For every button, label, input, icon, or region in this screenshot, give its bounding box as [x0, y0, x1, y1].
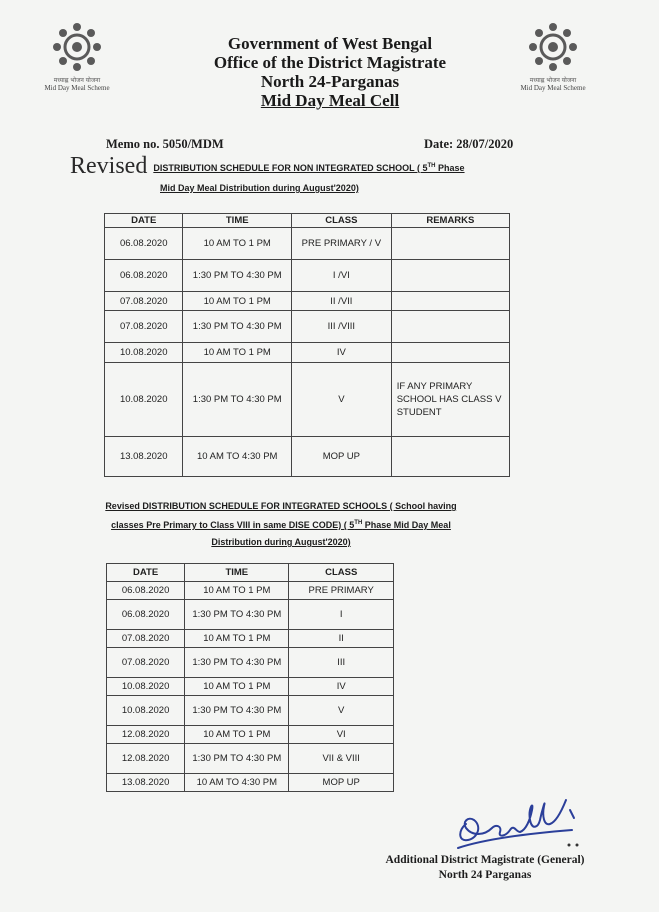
table-row: [105, 260, 510, 292]
table-row: [105, 363, 510, 437]
table-row: [107, 678, 394, 696]
cell-date: 07.08.2020: [105, 311, 183, 343]
cell-date: 06.08.2020: [107, 600, 185, 630]
column-header-class: CLASS: [292, 214, 392, 228]
cell-date: 07.08.2020: [105, 292, 183, 311]
schedule2-title: [66, 498, 496, 551]
header-government: Government of West Bengal: [227, 34, 433, 53]
cell-time: 10 AM TO 1 PM: [185, 630, 289, 648]
table-row: [105, 343, 510, 363]
cell-class: VII & VIII: [289, 744, 394, 774]
non-integrated-schedule-table: [104, 213, 510, 477]
header-cell: Mid Day Meal Cell: [260, 91, 400, 110]
schedule1-title-part-b: Phase: [435, 163, 465, 173]
cell-date: 07.08.2020: [107, 648, 185, 678]
cell-class: III: [289, 648, 394, 678]
handwritten-signature: [452, 790, 582, 854]
table-row: [107, 774, 394, 792]
cell-remarks: [391, 260, 509, 292]
cell-date: 13.08.2020: [105, 437, 183, 477]
schedule2-title-line2a: classes Pre Primary to Class VIII in same DISE CODE) ( 5: [111, 520, 355, 530]
table-row: [105, 228, 510, 260]
cell-class: I /VI: [292, 260, 392, 292]
table-row: [107, 582, 394, 600]
cell-date: 07.08.2020: [107, 630, 185, 648]
schedule2-title-line1: Revised DISTRIBUTION SCHEDULE FOR INTEGRATED SCHOOLS ( School having: [105, 501, 457, 511]
logo-caption: Mid Day Meal Scheme: [44, 84, 110, 92]
cell-date: 12.08.2020: [107, 726, 185, 744]
signatory-block: [360, 853, 610, 883]
cell-remarks: [391, 292, 509, 311]
schedule1-title-part-a: DISTRIBUTION SCHEDULE FOR NON INTEGRATED SCHOOL ( 5: [153, 163, 428, 173]
mdm-emblem-icon: [50, 20, 104, 74]
schedule1-title-sup: TH: [427, 163, 436, 169]
header-district: North 24-Parganas: [260, 72, 400, 91]
cell-remarks: [391, 311, 509, 343]
cell-class: MOP UP: [289, 774, 394, 792]
cell-class: VI: [289, 726, 394, 744]
cell-time: 10 AM TO 1 PM: [185, 678, 289, 696]
logo-hindi-text: मध्याह्न भोजन योजना: [53, 77, 101, 84]
table-row: [107, 630, 394, 648]
column-header-date: DATE: [107, 564, 185, 582]
table-header-row: [107, 564, 394, 582]
table-row: [107, 726, 394, 744]
table-header-row: [105, 214, 510, 228]
cell-remarks: [391, 437, 509, 477]
cell-remarks: [391, 343, 509, 363]
column-header-class: CLASS: [289, 564, 394, 582]
schedule1-title: [70, 153, 465, 180]
cell-time: 10 AM TO 4:30 PM: [185, 774, 289, 792]
cell-time: 1:30 PM TO 4:30 PM: [183, 260, 292, 292]
cell-date: 10.08.2020: [107, 678, 185, 696]
revised-label: Revised: [70, 153, 148, 179]
cell-time: 10 AM TO 1 PM: [185, 726, 289, 744]
cell-date: 13.08.2020: [107, 774, 185, 792]
signatory-district: North 24 Parganas: [438, 869, 532, 881]
cell-date: 06.08.2020: [107, 582, 185, 600]
cell-class: V: [289, 696, 394, 726]
cell-time: 1:30 PM TO 4:30 PM: [185, 744, 289, 774]
cell-time: 10 AM TO 1 PM: [183, 292, 292, 311]
cell-class: I: [289, 600, 394, 630]
cell-time: 10 AM TO 1 PM: [183, 343, 292, 363]
letterhead: [130, 34, 530, 110]
schedule2-title-line3: Distribution during August'2020): [211, 537, 351, 547]
memo-date: Date: 28/07/2020: [424, 137, 514, 151]
table-row: [107, 696, 394, 726]
cell-date: 10.08.2020: [105, 343, 183, 363]
cell-time: 1:30 PM TO 4:30 PM: [185, 648, 289, 678]
signatory-designation: Additional District Magistrate (General): [385, 854, 585, 866]
cell-time: 10 AM TO 1 PM: [185, 582, 289, 600]
cell-date: 10.08.2020: [105, 363, 183, 437]
cell-date: 10.08.2020: [107, 696, 185, 726]
memo-number: Memo no. 5050/MDM: [106, 137, 224, 151]
logo-hindi-text: मध्याह्न भोजन योजना: [529, 77, 577, 84]
mdm-emblem-icon: [526, 20, 580, 74]
table-row: [107, 744, 394, 774]
cell-class: V: [292, 363, 392, 437]
cell-class: II /VII: [292, 292, 392, 311]
cell-time: 10 AM TO 4:30 PM: [183, 437, 292, 477]
cell-time: 1:30 PM TO 4:30 PM: [183, 311, 292, 343]
cell-time: 1:30 PM TO 4:30 PM: [183, 363, 292, 437]
cell-time: 1:30 PM TO 4:30 PM: [185, 600, 289, 630]
cell-class: PRE PRIMARY / V: [292, 228, 392, 260]
cell-class: IV: [289, 678, 394, 696]
column-header-time: TIME: [185, 564, 289, 582]
table-row: [105, 311, 510, 343]
table-row: [107, 600, 394, 630]
table-row: [105, 292, 510, 311]
column-header-time: TIME: [183, 214, 292, 228]
mid-day-meal-logo-left: [32, 20, 122, 92]
integrated-schedule-table: [106, 563, 394, 792]
table-row: [107, 648, 394, 678]
cell-class: MOP UP: [292, 437, 392, 477]
cell-date: 06.08.2020: [105, 260, 183, 292]
cell-remarks: IF ANY PRIMARY SCHOOL HAS CLASS V STUDENT: [391, 363, 509, 437]
cell-date: 06.08.2020: [105, 228, 183, 260]
logo-caption: Mid Day Meal Scheme: [520, 84, 586, 92]
schedule2-title-sup: TH: [354, 520, 363, 526]
schedule1-title-line2: Mid Day Meal Distribution during August'2020): [160, 183, 359, 193]
cell-class: IV: [292, 343, 392, 363]
schedule2-title-line2b: Phase Mid Day Meal: [362, 520, 451, 530]
header-office: Office of the District Magistrate: [213, 53, 447, 72]
cell-class: PRE PRIMARY: [289, 582, 394, 600]
column-header-remarks: REMARKS: [391, 214, 509, 228]
cell-class: II: [289, 630, 394, 648]
cell-remarks: [391, 228, 509, 260]
cell-time: 1:30 PM TO 4:30 PM: [185, 696, 289, 726]
column-header-date: DATE: [105, 214, 183, 228]
cell-date: 12.08.2020: [107, 744, 185, 774]
table-row: [105, 437, 510, 477]
cell-time: 10 AM TO 1 PM: [183, 228, 292, 260]
cell-class: III /VIII: [292, 311, 392, 343]
